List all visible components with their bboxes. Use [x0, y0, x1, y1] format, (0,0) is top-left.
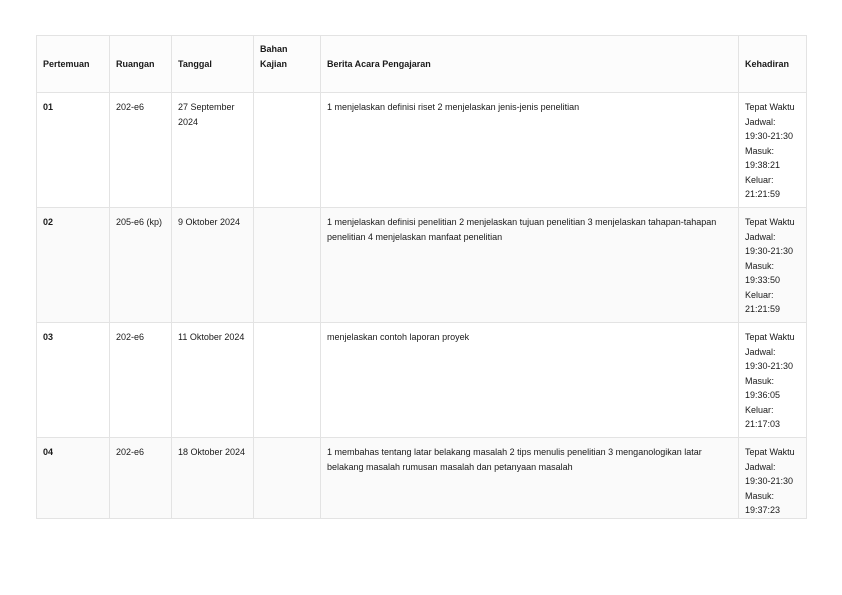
schedule-label: Jadwal:: [745, 231, 776, 242]
check-in-time: 19:37:23: [745, 505, 781, 515]
check-in-label: Masuk:: [745, 490, 775, 501]
cell-bahan-kajian: [254, 93, 321, 208]
cell-berita-acara: menjelaskan contoh laporan proyek: [321, 323, 739, 438]
check-out-time: 21:21:59: [745, 189, 781, 199]
check-out-label: Keluar:: [745, 289, 774, 300]
attendance-status: Tepat Waktu: [745, 102, 795, 112]
check-in-label: Masuk:: [745, 145, 775, 156]
cell-ruangan: 205-e6 (kp): [110, 208, 172, 323]
cell-bahan-kajian: [254, 438, 321, 519]
check-out-label: Keluar:: [745, 174, 774, 185]
cell-ruangan: 202-e6: [110, 323, 172, 438]
schedule-label: Jadwal:: [745, 346, 776, 357]
header-kehadiran: Kehadiran: [739, 36, 807, 93]
cell-ruangan: 202-e6: [110, 93, 172, 208]
attendance-status: Tepat Waktu: [745, 332, 795, 342]
cell-kehadiran: [739, 323, 807, 438]
cell-kehadiran: [739, 438, 807, 519]
header-row: [37, 36, 807, 93]
table-header: [37, 36, 807, 93]
cell-tanggal: 9 Oktober 2024: [172, 208, 254, 323]
check-out-time: 21:17:03: [745, 419, 781, 429]
cell-pertemuan: 03: [37, 323, 110, 438]
cell-ruangan: 202-e6: [110, 438, 172, 519]
attendance-table: [36, 35, 807, 519]
cell-bahan-kajian: [254, 208, 321, 323]
schedule-label: Jadwal:: [745, 461, 776, 472]
table-body: [37, 93, 807, 519]
table-row: [37, 438, 807, 519]
attendance-status: Tepat Waktu: [745, 447, 795, 457]
cell-kehadiran: [739, 93, 807, 208]
cell-pertemuan: 01: [37, 93, 110, 208]
cell-tanggal: 11 Oktober 2024: [172, 323, 254, 438]
schedule-time: 19:30-21:30: [745, 361, 794, 371]
check-in-time: 19:36:05: [745, 390, 781, 400]
check-in-label: Masuk:: [745, 260, 775, 271]
check-in-time: 19:33:50: [745, 275, 781, 285]
cell-tanggal: 27 September 2024: [172, 93, 254, 208]
table-row: [37, 323, 807, 438]
attendance-status: Tepat Waktu: [745, 217, 795, 227]
header-pertemuan: Pertemuan: [37, 36, 110, 93]
check-out-label: Keluar:: [745, 404, 774, 415]
cell-pertemuan: 04: [37, 438, 110, 519]
check-out-time: 21:21:59: [745, 304, 781, 314]
header-berita-acara: Berita Acara Pengajaran: [321, 36, 739, 93]
header-tanggal: Tanggal: [172, 36, 254, 93]
cell-kehadiran: [739, 208, 807, 323]
cell-bahan-kajian: [254, 323, 321, 438]
schedule-time: 19:30-21:30: [745, 131, 794, 141]
table-row: [37, 208, 807, 323]
check-in-label: Masuk:: [745, 375, 775, 386]
cell-pertemuan: 02: [37, 208, 110, 323]
table-row: [37, 93, 807, 208]
schedule-time: 19:30-21:30: [745, 476, 794, 486]
schedule-time: 19:30-21:30: [745, 246, 794, 256]
cell-berita-acara: 1 menjelaskan definisi riset 2 menjelaskan jenis-jenis penelitian: [321, 93, 739, 208]
schedule-label: Jadwal:: [745, 116, 776, 127]
check-in-time: 19:38:21: [745, 160, 781, 170]
cell-tanggal: 18 Oktober 2024: [172, 438, 254, 519]
cell-berita-acara: 1 membahas tentang latar belakang masalah 2 tips menulis penelitian 3 menganologikan latar belakang masalah rumusan masalah dan petanyaan masalah: [321, 438, 739, 519]
cell-berita-acara: 1 menjelaskan definisi penelitian 2 menjelaskan tujuan penelitian 3 menjelaskan tahapan-tahapan penelitian 4 menjelaskan manfaat penelitian: [321, 208, 739, 323]
header-bahan-kajian: Bahan Kajian: [254, 36, 321, 93]
header-ruangan: Ruangan: [110, 36, 172, 93]
